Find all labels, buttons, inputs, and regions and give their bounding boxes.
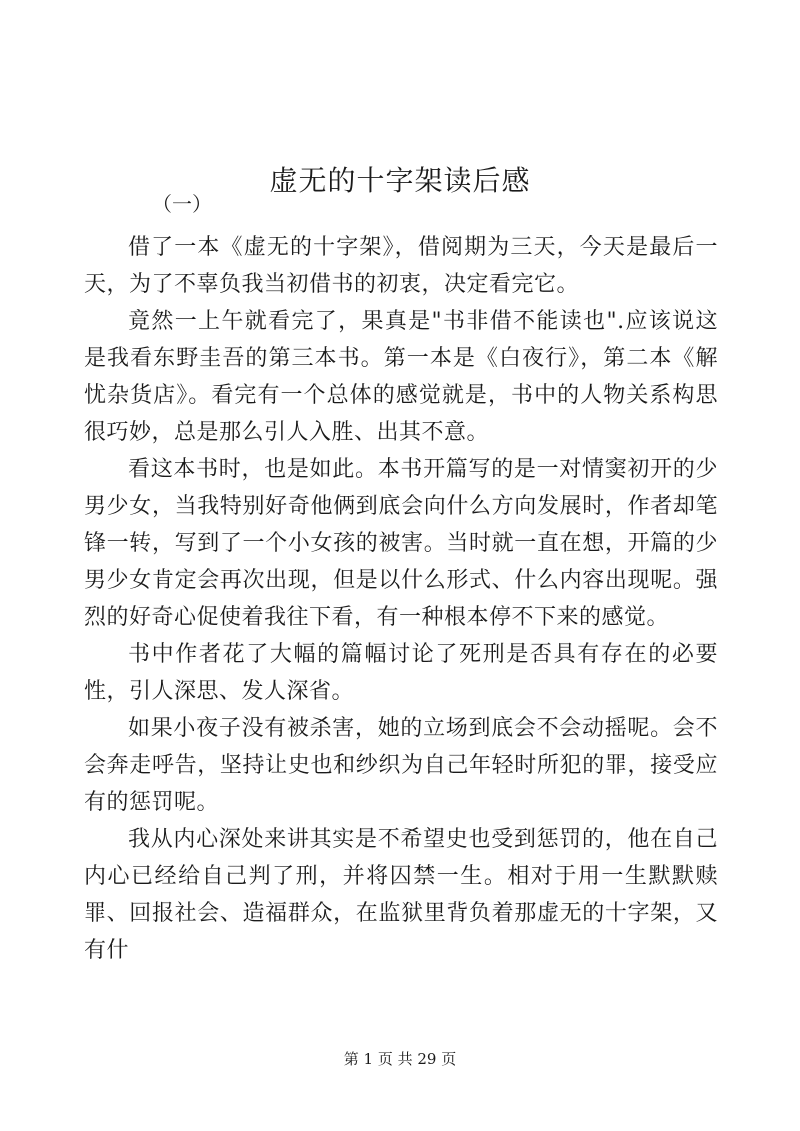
document-body — [84, 229, 718, 969]
paragraph: 借了一本《虚无的十字架》，借阅期为三天，今天是最后一天，为了不辜负我当初借书的初衷，决定看完它。 — [84, 235, 718, 297]
paragraph: 如果小夜子没有被杀害，她的立场到底会不会动摇呢。会不会奔走呼告，坚持让史也和纱织为自己年轻时所犯的罪，接受应有的惩罚呢。 — [84, 716, 718, 815]
paragraph: 书中作者花了大幅的篇幅讨论了死刑是否具有存在的必要性，引人深思、发人深省。 — [84, 642, 718, 704]
section-label: （一） — [152, 192, 212, 216]
paragraph: 我从内心深处来讲其实是不希望史也受到惩罚的，他在自己内心已经给自己判了刑，并将囚禁一生。相对于用一生默默赎罪、回报社会、造福群众，在监狱里背负着那虚无的十字架，又有什 — [84, 827, 718, 963]
paragraph: 看这本书时，也是如此。本书开篇写的是一对情窦初开的少男少女，当我特别好奇他俩到底会向什么方向发展时，作者却笔锋一转，写到了一个小女孩的被害。当时就一直在想，开篇的少男少女肯定会再次出现，但是以什么形式、什么内容出现呢。强烈的好奇心促使着我往下看，有一种根本停不下来的感觉。 — [84, 457, 718, 630]
document-title: 虚无的十字架读后感 — [269, 163, 531, 197]
page-footer: 第 1 页 共 29 页 — [343, 1050, 457, 1068]
paragraph: 竟然一上午就看完了，果真是"书非借不能读也".应该说这是我看东野圭吾的第三本书。第一本是《白夜行》，第二本《解忧杂货店》。看完有一个总体的感觉就是，书中的人物关系构思很巧妙，总是那么引人入胜、出其不意。 — [84, 309, 718, 445]
